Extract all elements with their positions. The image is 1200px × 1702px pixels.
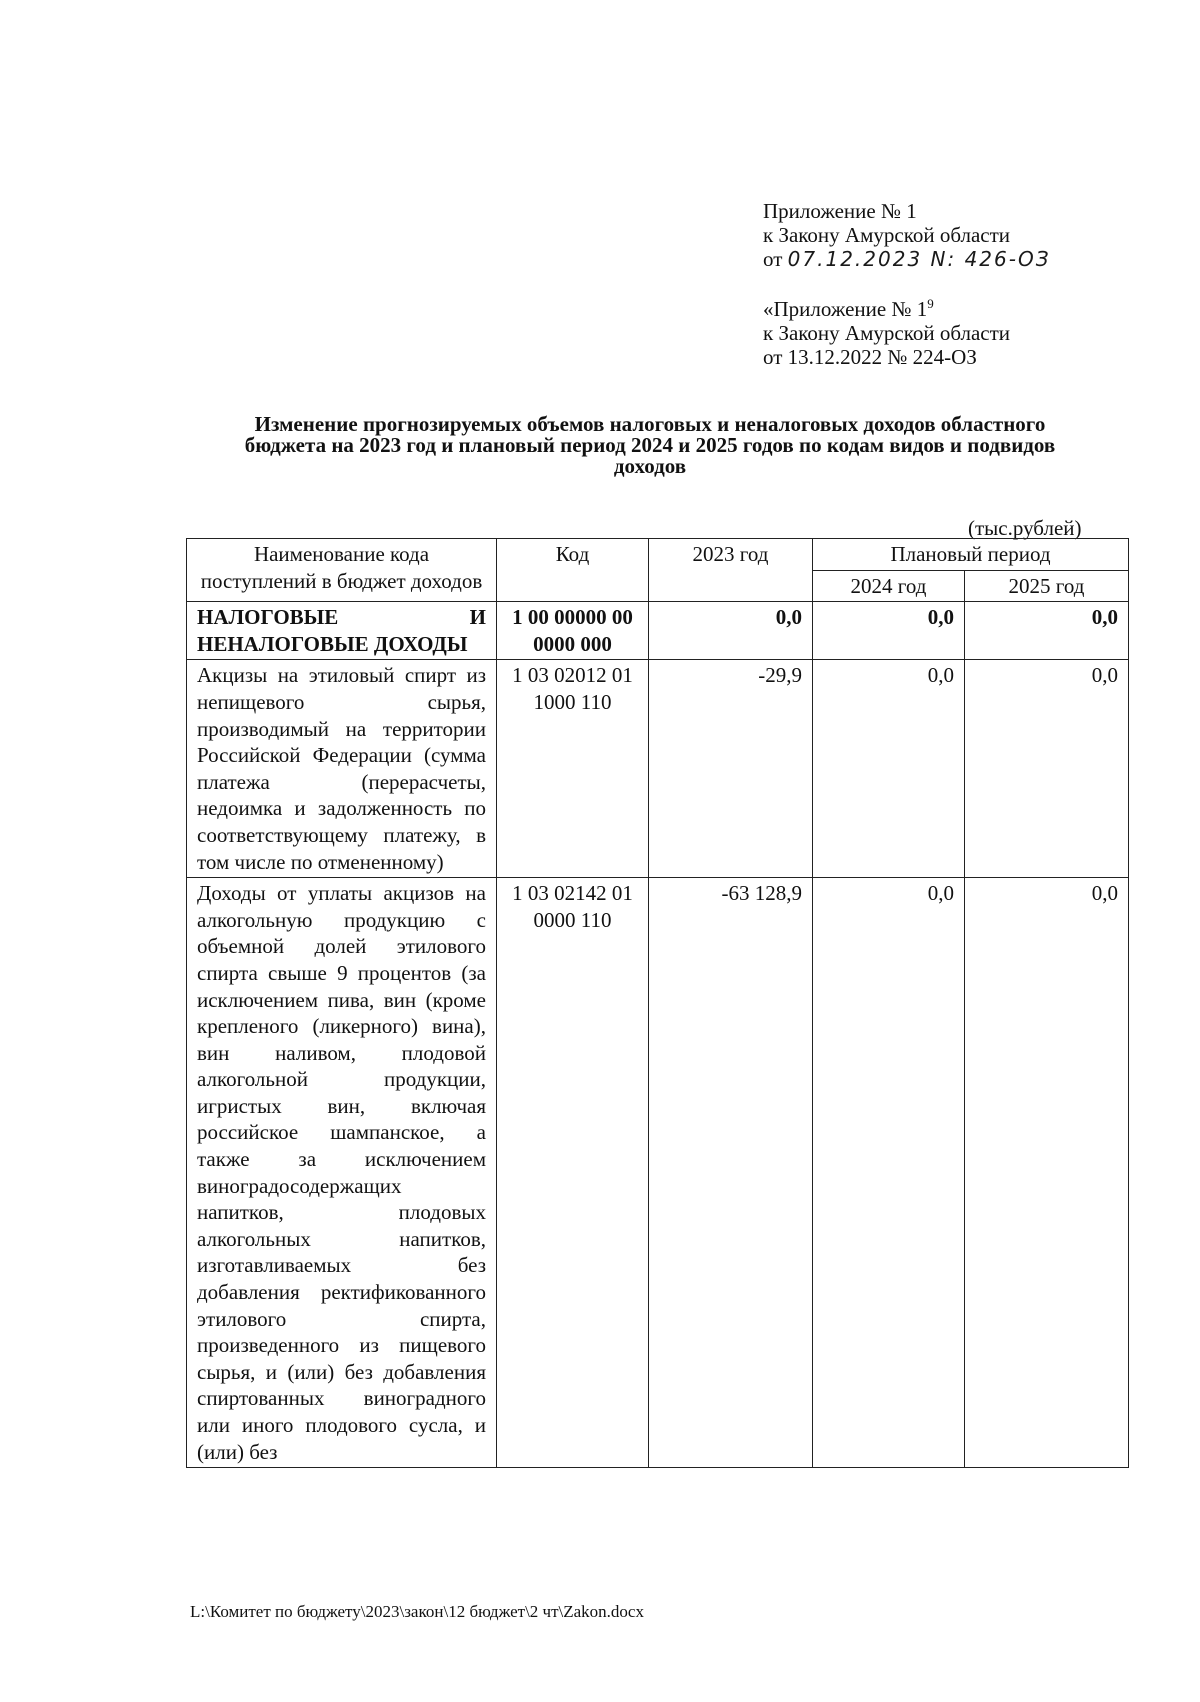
row-name: Акцизы на этиловый спирт из непищевого сырья, производимый на территории Российской Федерации (сумма платежа (перерасчеты, недоимка и задолженность по соответствующему платежу, в том числе по отмененному) [187, 660, 497, 878]
header-planned-period: Плановый период [813, 539, 1129, 571]
file-path-footer: L:\Комитет по бюджету\2023\закон\12 бюджет\2 чт\Zakon.docx [190, 1602, 644, 1621]
table-row [187, 660, 1129, 878]
annex-1-block [763, 199, 1051, 271]
row-code: 1 03 02142 01 0000 110 [497, 878, 649, 1468]
row-2025: 0,0 [965, 660, 1129, 878]
annex-1-line3 [763, 247, 1051, 271]
row-2025: 0,0 [965, 602, 1129, 660]
row-2024: 0,0 [813, 602, 965, 660]
row-2023: 0,0 [649, 602, 813, 660]
handwritten-date-number: 07.12.2023 N: 426-ОЗ [787, 247, 1051, 271]
annex-19-line2: к Закону Амурской области [763, 321, 1011, 345]
row-name: НАЛОГОВЫЕ И НЕНАЛОГОВЫЕ ДОХОДЫ [187, 602, 497, 660]
annex-19-block [763, 297, 1010, 369]
header-name: Наименование кода поступлений в бюджет доходов [187, 539, 497, 602]
row-code: 1 03 02012 01 1000 110 [497, 660, 649, 878]
row-2023: -63 128,9 [649, 878, 813, 1468]
row-2025: 0,0 [965, 878, 1129, 1468]
header-2025: 2025 год [965, 570, 1129, 602]
table-row [187, 602, 1129, 660]
annex-1-date-prefix: от [763, 247, 783, 271]
row-name: Доходы от уплаты акцизов на алкогольную продукцию с объемной долей этилового спирта свыше 9 процентов (за исключением пива, вин (кроме крепленого (ликерного) вина), вин наливом, плодовой алкогольной продукции, игристых вин, включая российское шампанское, а также за исключением виноградосодержащих напитков, плодовых алкогольных напитков, изготавливаемых без добавления ректификованного этилового спирта, произведенного из пищевого сырья, и (или) без добавления спиртованных виноградного или иного плодового сусла, и (или) без [187, 878, 497, 1468]
row-2024: 0,0 [813, 878, 965, 1468]
header-2024: 2024 год [813, 570, 965, 602]
header-2023: 2023 год [649, 539, 813, 602]
annex-19-superscript: 9 [927, 296, 934, 311]
row-code: 1 00 00000 00 0000 000 [497, 602, 649, 660]
document-title [180, 414, 1120, 477]
title-line3: доходов [613, 454, 687, 478]
title-line2: бюджета на 2023 год и плановый период 2024 и 2025 годов по кодам видов и подвидов [244, 433, 1056, 457]
annex-1-line2: к Закону Амурской области [763, 223, 1011, 247]
revenue-table [186, 538, 1129, 1468]
annex-19-line1: «Приложение № $1^9$ [763, 296, 934, 321]
annex-1-line1: Приложение № 1 [763, 199, 917, 223]
row-2023: -29,9 [649, 660, 813, 878]
header-code: Код [497, 539, 649, 602]
table-row [187, 878, 1129, 1468]
annex-19-line3: от 13.12.2022 № 224-ОЗ [763, 345, 977, 369]
table-header-row [187, 539, 1129, 571]
title-line1: Изменение прогнозируемых объемов налоговых и неналоговых доходов областного [254, 412, 1046, 436]
units-label: (тыс.рублей) [968, 516, 1082, 540]
row-2024: 0,0 [813, 660, 965, 878]
